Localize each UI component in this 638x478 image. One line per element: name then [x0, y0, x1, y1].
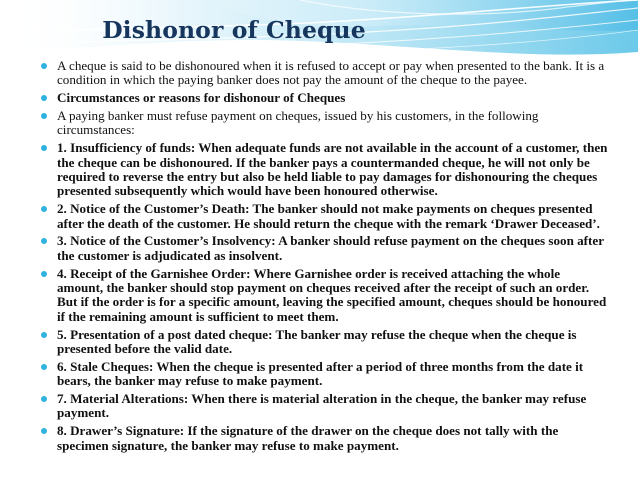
bullet-item: [0, 234, 638, 263]
bullet-text: 6. Stale Cheques: When the cheque is presented after a period of three months from the date it bears, the banker may refuse to make payment.: [57, 358, 584, 389]
bullet-item: [0, 267, 638, 325]
bullet-item: [0, 109, 638, 138]
bullet-text: 2. Notice of the Customer’s Death: The banker should not make payments on cheques presented after the death of the customer. He should return the cheque with the remark ‘Drawer Deceased’.: [57, 201, 600, 231]
bullet-item: [0, 328, 638, 357]
bullet-text: 3. Notice of the Customer’s Insolvency: A banker should refuse payment on the cheques soon after the customer is adjudicated as insolvent.: [57, 233, 604, 263]
bullet-item: [0, 202, 638, 231]
bullet-text: 4. Receipt of the Garnishee Order: Where Garnishee order is received attaching the whole amount, the banker should stop payment on cheques received after the receipt of such an order. But if the order is for a specific amount, leaving the specified amount, cheques should be honoured if the remaining amount is sufficient to meet them.: [57, 265, 607, 324]
bullet-marker-icon: [41, 238, 47, 244]
bullet-marker-icon: [41, 428, 47, 434]
bullet-item: [0, 59, 638, 88]
slide-title: Dishonor of Cheque: [102, 16, 366, 44]
bullet-marker-icon: [41, 113, 47, 119]
bullet-text: A paying banker must refuse payment on cheques, issued by his customers, in the following circumstances:: [57, 108, 539, 138]
bullet-marker-icon: [41, 206, 47, 212]
bullet-text: A cheque is said to be dishonoured when it is refused to accept or pay when presented to the bank. It is a condition in which the paying banker does not pay the amount of the cheque to the payee.: [57, 58, 605, 88]
bullet-marker-icon: [41, 332, 47, 338]
bullet-item: [0, 360, 638, 389]
bullet-list: [0, 59, 638, 456]
bullet-marker-icon: [41, 63, 47, 69]
bullet-text: Circumstances or reasons for dishonour of Cheques: [57, 90, 346, 106]
bullet-item: [0, 424, 638, 453]
bullet-text: 1. Insufficiency of funds: When adequate funds are not available in the account of a customer, then the cheque can be dishonoured. If the banker pays a countermanded cheque, he will not only be required to reverse the entry but also be held liable to pay damages for dishonouring the cheques presented subsequently which would have been honoured otherwise.: [57, 140, 608, 199]
bullet-marker-icon: [41, 95, 47, 101]
bullet-text: 7. Material Alterations: When there is material alteration in the cheque, the banker may refuse payment.: [57, 391, 587, 421]
bullet-marker-icon: [41, 396, 47, 402]
bullet-text: 8. Drawer’s Signature: If the signature of the drawer on the cheque does not tally with the specimen signature, the banker may refuse to make payment.: [57, 423, 559, 453]
bullet-marker-icon: [41, 271, 47, 277]
bullet-marker-icon: [41, 364, 47, 370]
bullet-item: [0, 91, 638, 105]
bullet-text: 5. Presentation of a post dated cheque: The banker may refuse the cheque when the cheque is presented before the valid date.: [57, 326, 577, 357]
bullet-marker-icon: [41, 145, 47, 151]
bullet-item: [0, 141, 638, 199]
bullet-item: [0, 392, 638, 421]
